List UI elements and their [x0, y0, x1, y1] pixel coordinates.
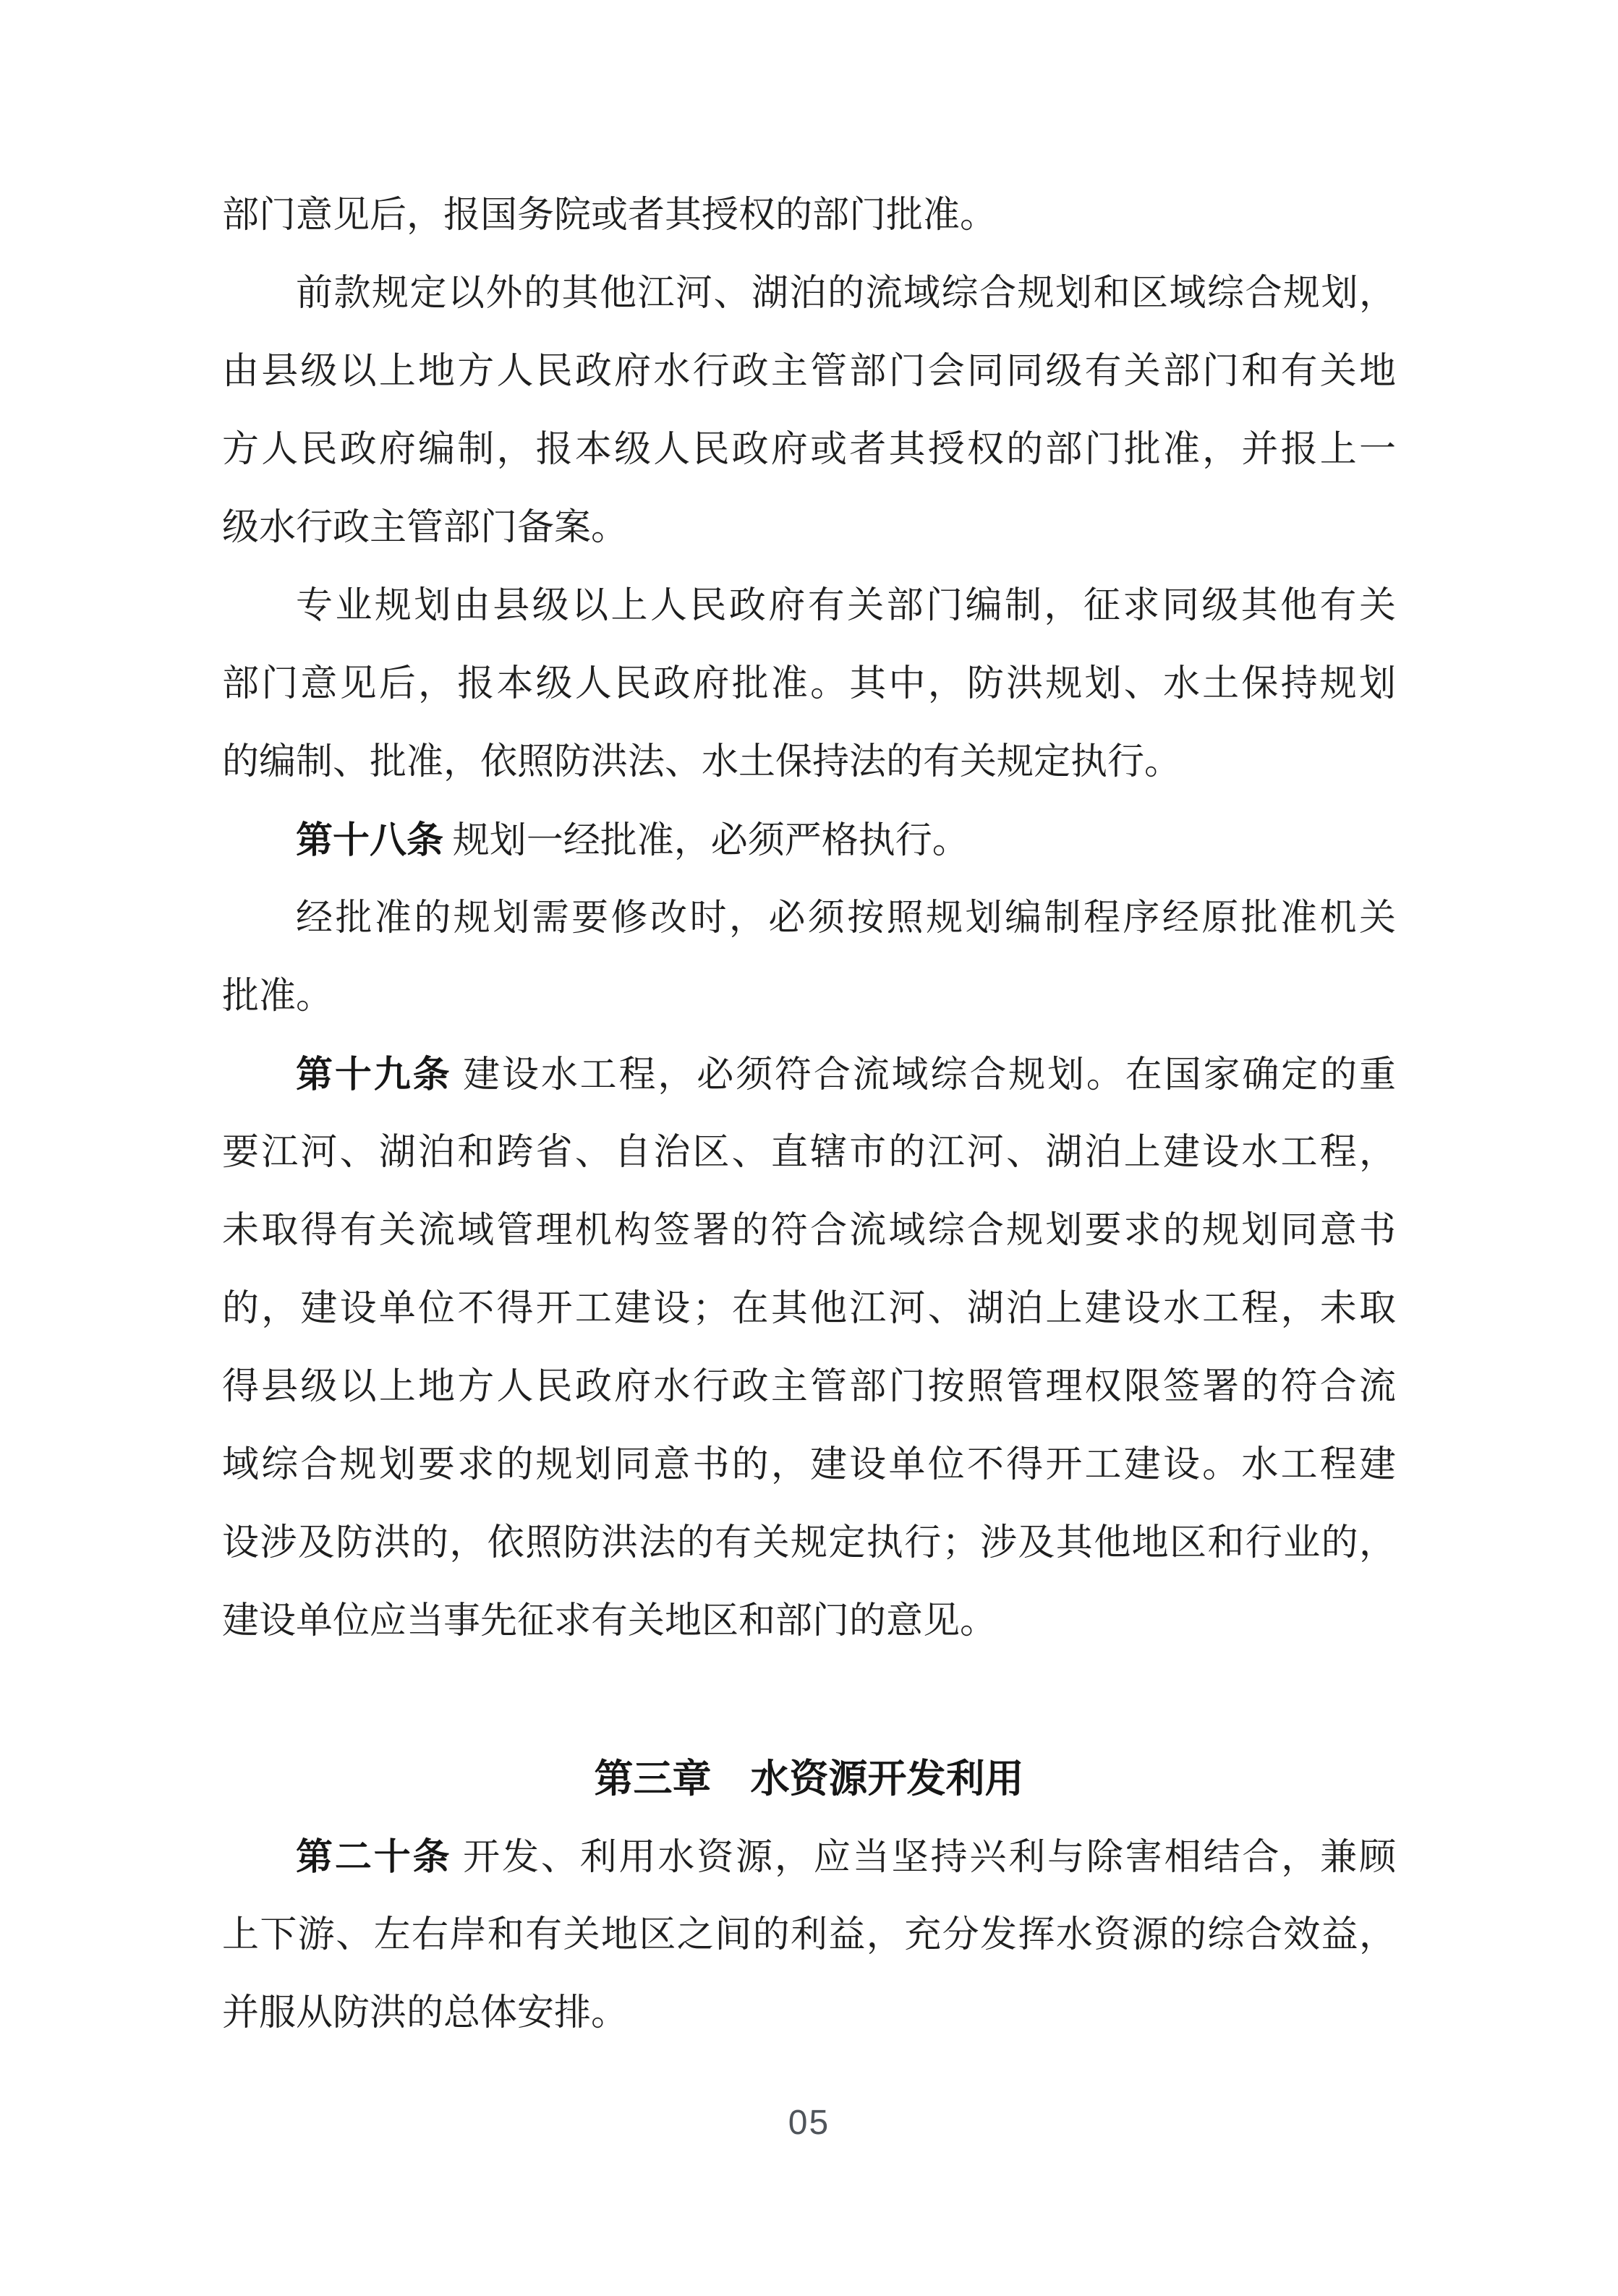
text-segment: 方人民政府编制，报本级人民政府或者其授权的部门批准，并报上一	[222, 430, 1396, 470]
text-segment: 的，建设单位不得开工建设；在其他江河、湖泊上建设水工程，未取	[222, 1289, 1396, 1329]
text-segment: 由县级以上地方人民政府水行政主管部门会同同级有关部门和有关地	[222, 351, 1396, 392]
text-line	[222, 1114, 1396, 1192]
document-body	[222, 176, 1396, 2052]
text-line	[222, 645, 1396, 723]
text-line	[222, 1192, 1396, 1270]
article-number: 第二十条	[296, 1836, 452, 1877]
text-segment: 部门意见后，报国务院或者其授权的部门批准。	[222, 195, 997, 236]
text-segment: 规划一经批准，必须严格执行。	[443, 821, 969, 861]
text-segment: 前款规定以外的其他江河、湖泊的流域综合规划和区域综合规划，	[296, 273, 1396, 314]
text-line	[222, 1426, 1396, 1504]
text-line	[222, 801, 1396, 879]
text-segment: 开发、利用水资源，应当坚持兴利与除害相结合，兼顾	[451, 1838, 1396, 1878]
text-segment: 要江河、湖泊和跨省、自治区、直辖市的江河、湖泊上建设水工程，	[222, 1132, 1396, 1173]
text-segment: 批准。	[222, 976, 333, 1017]
text-segment: 得县级以上地方人民政府水行政主管部门按照管理权限签署的符合流	[222, 1367, 1396, 1407]
text-segment: 建设水工程，必须符合流域综合规划。在国家确定的重	[451, 1055, 1396, 1096]
article-number: 第十九条	[296, 1054, 452, 1095]
text-line	[222, 489, 1396, 567]
text-line	[222, 1582, 1396, 1660]
text-segment: 设涉及防洪的，依照防洪法的有关规定执行；涉及其他地区和行业的，	[222, 1523, 1396, 1563]
text-segment: 建设单位应当事先征求有关地区和部门的意见。	[222, 1601, 997, 1642]
article-number: 第十八条	[296, 819, 444, 861]
text-segment: 未取得有关流域管理机构签署的符合流域综合规划要求的规划同意书	[222, 1211, 1396, 1251]
text-line	[222, 879, 1396, 957]
text-segment: 经批准的规划需要修改时，必须按照规划编制程序经原批准机关	[296, 898, 1396, 939]
text-segment: 域综合规划要求的规划同意书的，建设单位不得开工建设。水工程建	[222, 1445, 1396, 1485]
text-line	[222, 411, 1396, 489]
text-line	[222, 957, 1396, 1036]
section-gap	[222, 1660, 1396, 1740]
text-segment: 部门意见后，报本级人民政府批准。其中，防洪规划、水土保持规划	[222, 664, 1396, 704]
text-line	[222, 723, 1396, 801]
text-line	[222, 1818, 1396, 1896]
text-line	[222, 255, 1396, 333]
text-line	[222, 1504, 1396, 1582]
text-line	[222, 1896, 1396, 1974]
page-number: 05	[788, 2104, 830, 2142]
text-line	[222, 333, 1396, 411]
text-line	[222, 1270, 1396, 1348]
text-line	[222, 1036, 1396, 1114]
text-segment: 上下游、左右岸和有关地区之间的利益，充分发挥水资源的综合效益，	[222, 1915, 1396, 1955]
text-segment: 级水行政主管部门备案。	[222, 508, 629, 548]
text-segment: 并服从防洪的总体安排。	[222, 1993, 629, 2033]
text-line	[222, 176, 1396, 255]
text-segment: 的编制、批准，依照防洪法、水土保持法的有关规定执行。	[222, 742, 1182, 782]
text-line	[222, 1348, 1396, 1426]
text-line	[222, 1974, 1396, 2052]
chapter-heading: 第三章 水资源开发利用	[594, 1757, 1024, 1801]
text-segment: 专业规划由县级以上人民政府有关部门编制，征求同级其他有关	[296, 586, 1396, 626]
text-line	[222, 567, 1396, 645]
